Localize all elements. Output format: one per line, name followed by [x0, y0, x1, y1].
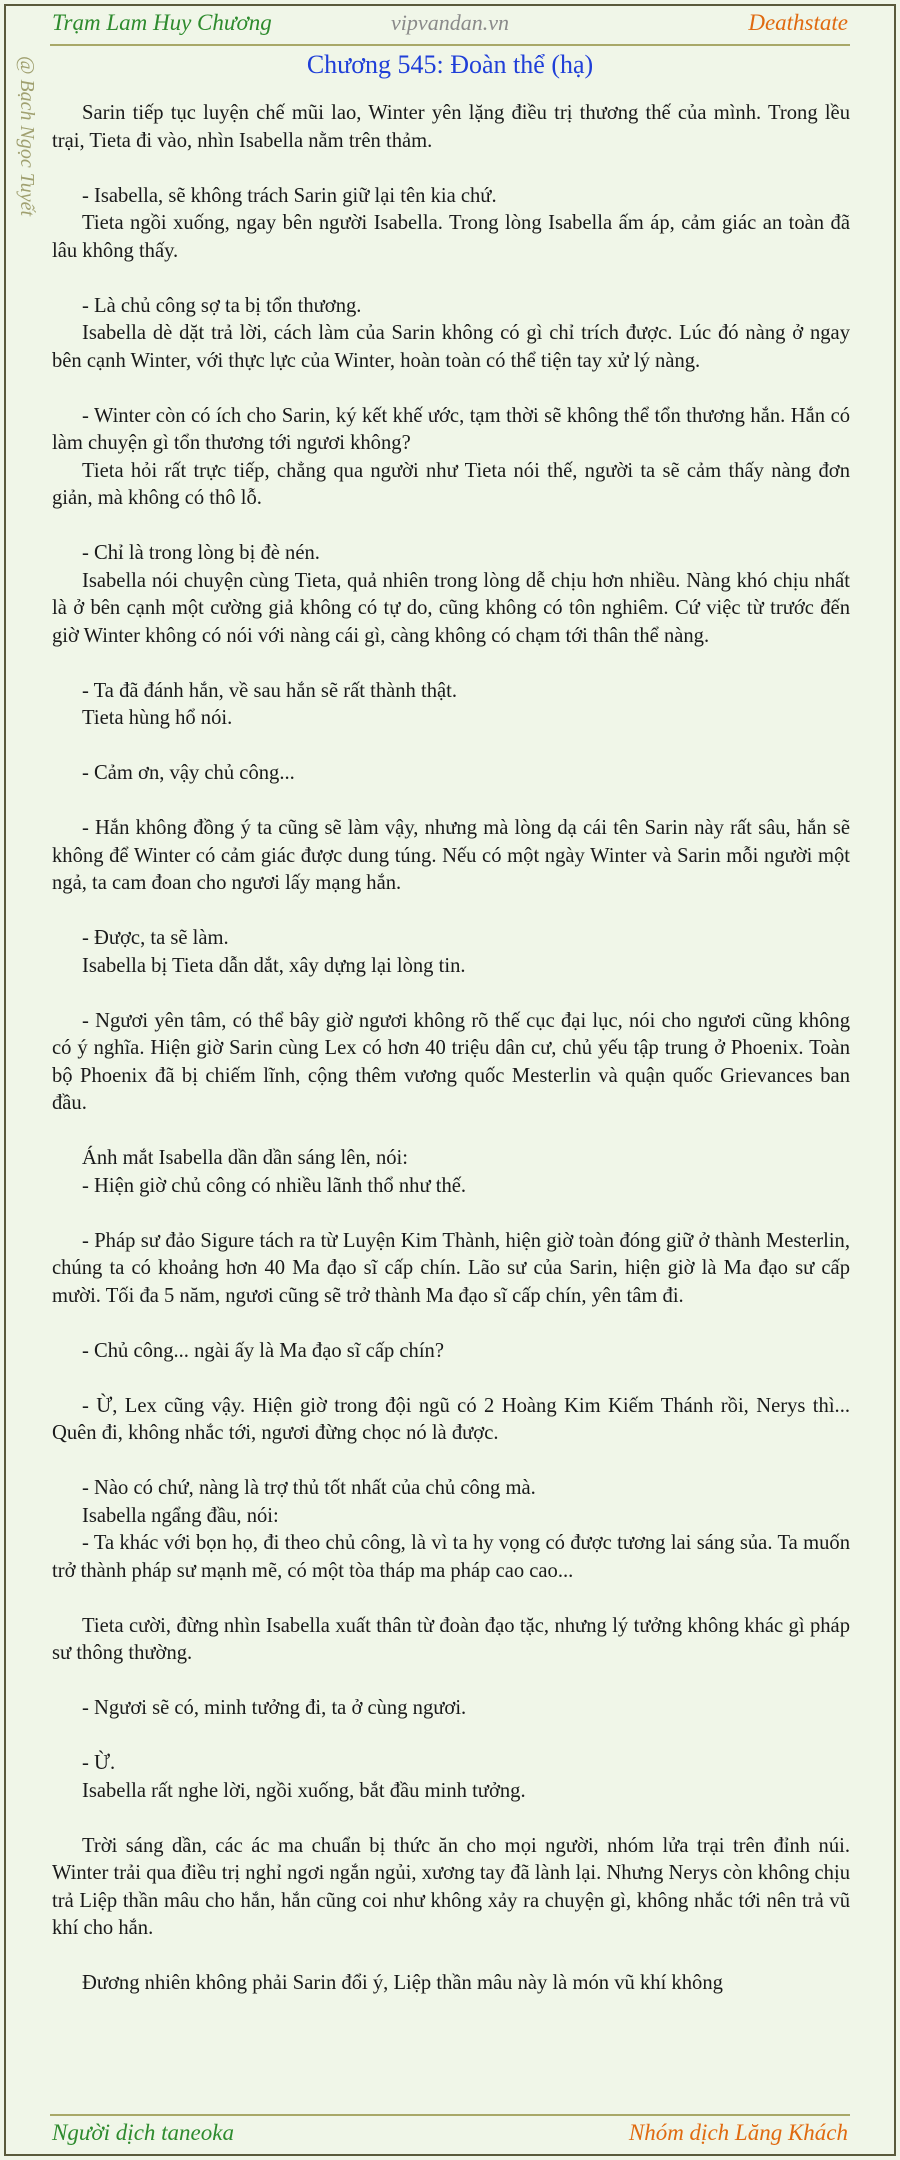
footer-divider — [50, 2114, 850, 2116]
paragraph: - Được, ta sẽ làm. — [82, 927, 229, 949]
page-footer — [50, 2118, 850, 2154]
paragraph: Sarin tiếp tục luyện chế mũi lao, Winter yên lặng điều trị thương thế của mình. Trong lều trại, Tieta đi vào, nhìn Isabella nằm trên thảm. — [52, 102, 850, 152]
side-watermark-text: @ Bạch Ngọc Tuyết — [16, 56, 38, 217]
paragraph: Isabella rất nghe lời, ngồi xuống, bắt đầu minh tưởng. — [82, 1779, 526, 1802]
paragraph: Tieta cười, đừng nhìn Isabella xuất thân từ đoàn đạo tặc, nhưng lý tưởng không khác gì pháp sư thông thường. — [52, 1614, 850, 1664]
paragraph: - Ta khác với bọn họ, đi theo chủ công, là vì ta hy vọng có được tương lai sáng sủa. Ta muốn trở thành pháp sư mạnh mẽ, có một tòa tháp ma pháp cao cao... — [52, 1532, 850, 1582]
paragraph: - Isabella, sẽ không trách Sarin giữ lại tên kia chứ. — [82, 184, 497, 207]
paragraph: Isabella nói chuyện cùng Tieta, quả nhiên trong lòng dễ chịu hơn nhiều. Nàng khó chịu nhất là ở bên cạnh một cường giả không có tự do, cũng không có tôn nghiêm. Cứ việc từ trước đến giờ Winter không có nói với nàng cái gì, càng không có chạm tới thân thể nàng. — [52, 569, 850, 647]
paragraph: Isabella dè dặt trả lời, cách làm của Sarin không có gì chỉ trích được. Lúc đó nàng ở ngay bên cạnh Winter, với thực lực của Winter, hoàn toàn có thể tiện tay xử lý nàng. — [52, 322, 850, 372]
paragraph: - Là chủ công sợ ta bị tổn thương. — [82, 294, 362, 317]
paragraph: Trời sáng dần, các ác ma chuẩn bị thức ăn cho mọi người, nhóm lửa trại trên đỉnh núi. Winter trải qua điều trị nghỉ ngơi ngắn ngủi, xương tay đã lành lại. Nhưng Nerys còn không chịu trả Liệp thần mâu cho hắn, hắn cũng coi như không xảy ra chuyện gì, không nhắc tới nên trả vũ khí cho hắn. — [52, 1834, 850, 1939]
side-watermark — [6, 56, 46, 256]
footer-group: Nhóm dịch Lăng Khách — [628, 2120, 848, 2145]
paragraph: - Ngươi yên tâm, có thể bây giờ ngươi không rõ thế cục đại lục, nói cho ngươi cũng không có ý nghĩa. Hiện giờ Sarin cùng Lex có hơn 40 triệu dân cư, chủ yếu tập trung ở Phoenix. Toàn bộ Phoenix đã bị chiếm lĩnh, cộng thêm vương quốc Mesterlin và quận quốc Grievances ban đầu. — [52, 1009, 850, 1114]
paragraph: - Ta đã đánh hắn, về sau hắn sẽ rất thành thật. — [82, 679, 458, 702]
header-site: vipvandan.vn — [391, 10, 509, 35]
paragraph: - Ừ. — [82, 1752, 116, 1774]
header-author: Deathstate — [748, 10, 848, 35]
paragraph: Tieta ngồi xuống, ngay bên người Isabella. Trong lòng Isabella ấm áp, cảm giác an toàn đã lâu không thấy. — [52, 212, 850, 262]
paragraph: - Pháp sư đảo Sigure tách ra từ Luyện Kim Thành, hiện giờ toàn đóng giữ ở thành Mesterlin, chúng ta có khoảng hơn 40 Ma đạo sĩ cấp chín. Lão sư của Sarin, hiện giờ là Ma đạo sư cấp mười. Tối đa 5 năm, ngươi cũng sẽ trở thành Ma đạo sĩ cấp chín, yên tâm đi. — [52, 1229, 850, 1307]
paragraph: Đương nhiên không phải Sarin đổi ý, Liệp thần mâu này là món vũ khí không — [82, 1972, 723, 1994]
paragraph: - Ngươi sẽ có, minh tưởng đi, ta ở cùng ngươi. — [82, 1697, 467, 1719]
paragraph: - Winter còn có ích cho Sarin, ký kết khế ước, tạm thời sẽ không thể tổn thương hắn. Hắn có làm chuyện gì tổn thương tới ngươi không? — [52, 404, 850, 454]
footer-translator: Người dịch taneoka — [52, 2120, 234, 2145]
paragraph: - Chủ công... ngài ấy là Ma đạo sĩ cấp chín? — [82, 1339, 444, 1362]
paragraph: Tieta hỏi rất trực tiếp, chẳng qua người như Tieta nói thế, người ta sẽ cảm thấy nàng đơn giản, mà không có thô lỗ. — [52, 459, 850, 509]
paragraph: Isabella bị Tieta dẫn dắt, xây dựng lại lòng tin. — [82, 954, 466, 977]
paragraph: Ánh mắt Isabella dần dần sáng lên, nói: — [82, 1147, 408, 1169]
chapter-title: Chương 545: Đoàn thể (hạ) — [306, 50, 594, 79]
header-book-title: Trạm Lam Huy Chương — [52, 10, 272, 35]
paragraph: Isabella ngẩng đầu, nói: — [82, 1504, 279, 1527]
paragraph: - Cảm ơn, vậy chủ công... — [82, 762, 295, 784]
chapter-body — [52, 100, 850, 1998]
page-header — [50, 8, 850, 44]
paragraph: - Nào có chứ, nàng là trợ thủ tốt nhất của chủ công mà. — [82, 1477, 536, 1499]
paragraph: Tieta hùng hổ nói. — [82, 707, 233, 729]
paragraph: - Ừ, Lex cũng vậy. Hiện giờ trong đội ngũ có 2 Hoàng Kim Kiếm Thánh rồi, Nerys thì... Quên đi, không nhắc tới, ngươi đừng chọc nó là được. — [52, 1394, 850, 1444]
header-divider — [50, 44, 850, 46]
paragraph: - Hắn không đồng ý ta cũng sẽ làm vậy, nhưng mà lòng dạ cái tên Sarin này rất sâu, hắn sẽ không để Winter có cảm giác được dung túng. Nếu có một ngày Winter và Sarin mỗi người một ngả, ta cam đoan cho ngươi lấy mạng hắn. — [52, 817, 850, 894]
paragraph: - Chỉ là trong lòng bị đè nén. — [82, 542, 320, 564]
paragraph: - Hiện giờ chủ công có nhiều lãnh thổ như thế. — [82, 1174, 467, 1197]
